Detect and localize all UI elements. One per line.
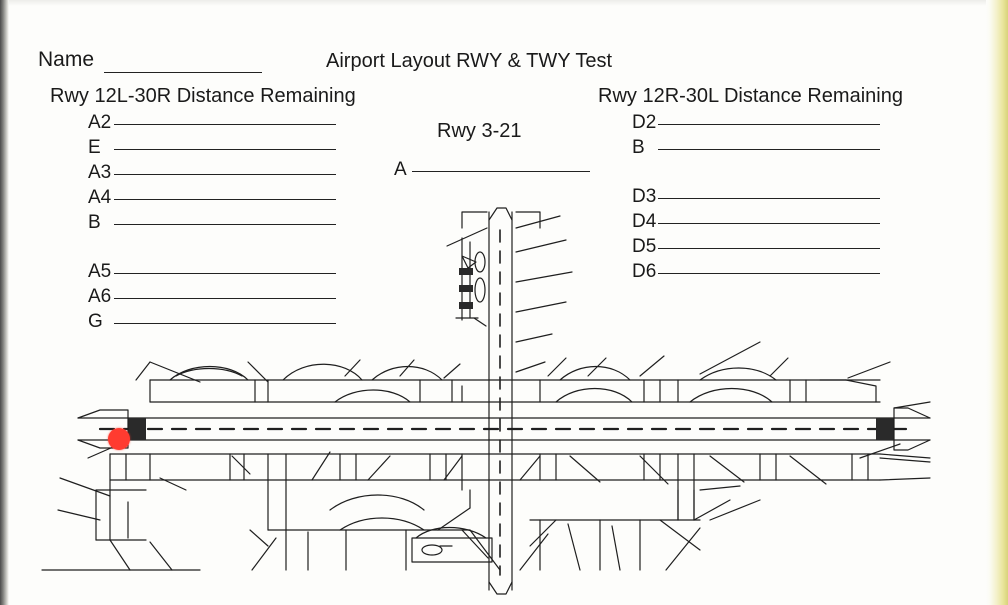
field-label: A5 <box>88 261 112 282</box>
write-in-line[interactable] <box>114 174 336 175</box>
left-column-heading: Rwy 12L-30R Distance Remaining <box>50 85 356 107</box>
middle-column-heading: Rwy 3-21 <box>437 120 522 142</box>
field-label: A4 <box>88 187 112 208</box>
page-title: Airport Layout RWY & TWY Test <box>326 50 613 72</box>
field-label: G <box>88 311 103 332</box>
write-in-line[interactable] <box>114 124 336 125</box>
name-label: Name <box>38 48 95 71</box>
write-in-line[interactable] <box>658 124 880 125</box>
page-edge-top <box>0 0 1008 6</box>
list-item[interactable] <box>394 159 590 181</box>
name-write-in-line[interactable] <box>104 72 262 73</box>
list-item[interactable] <box>88 162 336 184</box>
field-label: D6 <box>632 261 657 282</box>
list-item[interactable] <box>88 137 336 159</box>
airport-layout-diagram <box>0 190 1008 605</box>
field-label: D5 <box>632 236 657 257</box>
field-label: A2 <box>88 112 112 133</box>
field-label: D3 <box>632 186 657 207</box>
right-column-heading: Rwy 12R-30L Distance Remaining <box>598 85 903 107</box>
field-label: A6 <box>88 286 112 307</box>
write-in-line[interactable] <box>412 171 590 172</box>
list-item[interactable] <box>88 112 336 134</box>
red-dot-marker <box>108 428 130 450</box>
field-label: D2 <box>632 112 657 133</box>
field-label: E <box>88 137 101 158</box>
field-label: A <box>394 159 407 180</box>
write-in-line[interactable] <box>658 149 880 150</box>
field-label: B <box>88 212 101 233</box>
field-label: D4 <box>632 211 657 232</box>
list-item[interactable] <box>632 137 880 159</box>
field-label: B <box>632 137 645 158</box>
list-item[interactable] <box>632 112 880 134</box>
write-in-line[interactable] <box>114 149 336 150</box>
field-label: A3 <box>88 162 112 183</box>
